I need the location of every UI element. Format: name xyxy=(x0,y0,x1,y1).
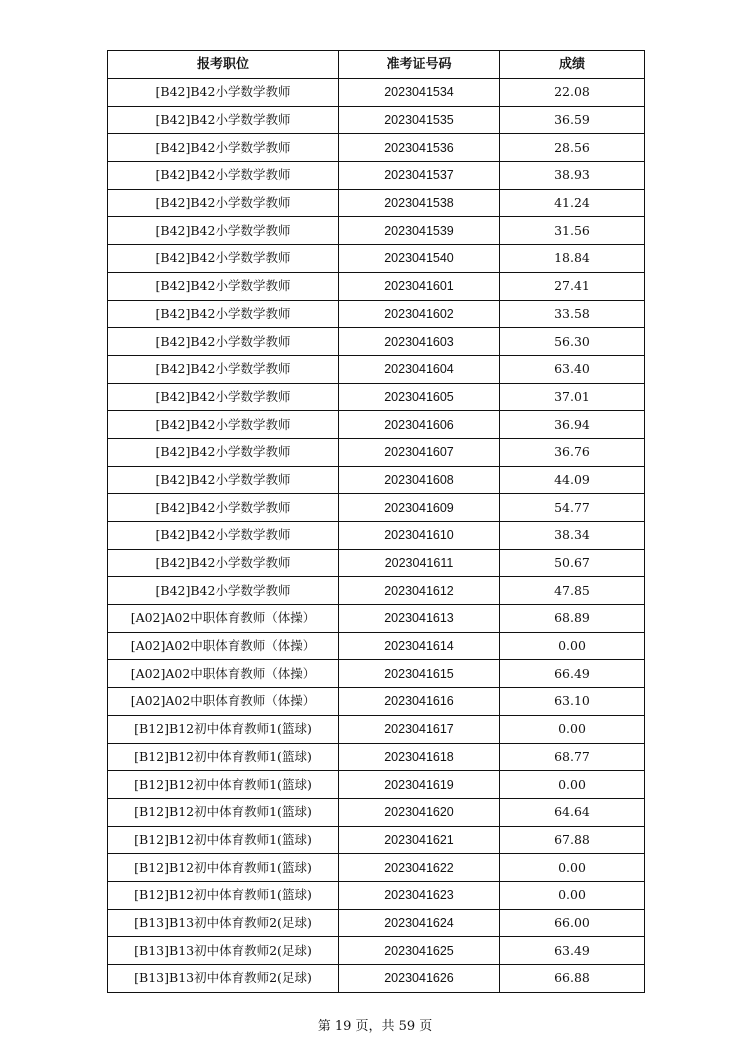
cell-score: 68.89 xyxy=(500,605,645,633)
table-row xyxy=(108,383,645,411)
cell-position: [B12]B12初中体育教师1(篮球) xyxy=(108,854,339,882)
cell-position: [B42]B42小学数学教师 xyxy=(108,494,339,522)
cell-position: [A02]A02中职体育教师（体操） xyxy=(108,688,339,716)
cell-ticket-number: 2023041540 xyxy=(339,245,500,273)
cell-ticket-number: 2023041534 xyxy=(339,79,500,107)
cell-position: [B12]B12初中体育教师1(篮球) xyxy=(108,798,339,826)
table-row xyxy=(108,549,645,577)
cell-score: 27.41 xyxy=(500,272,645,300)
cell-score: 63.10 xyxy=(500,688,645,716)
cell-position: [B13]B13初中体育教师2(足球) xyxy=(108,909,339,937)
cell-score: 54.77 xyxy=(500,494,645,522)
cell-ticket-number: 2023041606 xyxy=(339,411,500,439)
cell-position: [B42]B42小学数学教师 xyxy=(108,522,339,550)
cell-position: [B42]B42小学数学教师 xyxy=(108,272,339,300)
table-row xyxy=(108,909,645,937)
cell-position: [B42]B42小学数学教师 xyxy=(108,577,339,605)
cell-ticket-number: 2023041601 xyxy=(339,272,500,300)
header-position: 报考职位 xyxy=(108,51,339,79)
cell-score: 31.56 xyxy=(500,217,645,245)
table-row xyxy=(108,937,645,965)
cell-score: 36.59 xyxy=(500,106,645,134)
cell-position: [B42]B42小学数学教师 xyxy=(108,355,339,383)
cell-position: [A02]A02中职体育教师（体操） xyxy=(108,632,339,660)
cell-ticket-number: 2023041625 xyxy=(339,937,500,965)
table-row xyxy=(108,355,645,383)
table-row xyxy=(108,494,645,522)
cell-score: 22.08 xyxy=(500,79,645,107)
cell-position: [A02]A02中职体育教师（体操） xyxy=(108,605,339,633)
cell-score: 38.93 xyxy=(500,162,645,190)
header-score: 成绩 xyxy=(500,51,645,79)
cell-score: 64.64 xyxy=(500,798,645,826)
cell-ticket-number: 2023041609 xyxy=(339,494,500,522)
table-header-row xyxy=(108,51,645,79)
cell-score: 33.58 xyxy=(500,300,645,328)
cell-score: 68.77 xyxy=(500,743,645,771)
cell-position: [B42]B42小学数学教师 xyxy=(108,134,339,162)
table-row xyxy=(108,106,645,134)
cell-position: [B13]B13初中体育教师2(足球) xyxy=(108,965,339,993)
cell-score: 36.94 xyxy=(500,411,645,439)
cell-position: [B12]B12初中体育教师1(篮球) xyxy=(108,881,339,909)
cell-ticket-number: 2023041622 xyxy=(339,854,500,882)
table-row xyxy=(108,466,645,494)
cell-score: 38.34 xyxy=(500,522,645,550)
cell-position: [B42]B42小学数学教师 xyxy=(108,217,339,245)
table-row xyxy=(108,798,645,826)
table-row xyxy=(108,162,645,190)
cell-ticket-number: 2023041617 xyxy=(339,715,500,743)
table-row xyxy=(108,189,645,217)
table-row xyxy=(108,328,645,356)
cell-score: 44.09 xyxy=(500,466,645,494)
table-row xyxy=(108,522,645,550)
cell-position: [B12]B12初中体育教师1(篮球) xyxy=(108,771,339,799)
cell-ticket-number: 2023041612 xyxy=(339,577,500,605)
score-table xyxy=(107,50,645,993)
cell-position: [B42]B42小学数学教师 xyxy=(108,245,339,273)
table-row xyxy=(108,134,645,162)
cell-score: 56.30 xyxy=(500,328,645,356)
cell-position: [B42]B42小学数学教师 xyxy=(108,466,339,494)
cell-score: 41.24 xyxy=(500,189,645,217)
cell-ticket-number: 2023041624 xyxy=(339,909,500,937)
cell-ticket-number: 2023041607 xyxy=(339,438,500,466)
cell-score: 66.88 xyxy=(500,965,645,993)
table-row xyxy=(108,272,645,300)
cell-ticket-number: 2023041605 xyxy=(339,383,500,411)
cell-position: [B42]B42小学数学教师 xyxy=(108,549,339,577)
cell-score: 66.00 xyxy=(500,909,645,937)
cell-position: [B13]B13初中体育教师2(足球) xyxy=(108,937,339,965)
table-row xyxy=(108,632,645,660)
cell-position: [B42]B42小学数学教师 xyxy=(108,300,339,328)
cell-score: 67.88 xyxy=(500,826,645,854)
table-row xyxy=(108,411,645,439)
cell-position: [B42]B42小学数学教师 xyxy=(108,162,339,190)
cell-score: 0.00 xyxy=(500,881,645,909)
cell-score: 63.40 xyxy=(500,355,645,383)
page-footer: 第 19 页，共 59 页 xyxy=(317,1019,433,1034)
table-row xyxy=(108,79,645,107)
cell-score: 66.49 xyxy=(500,660,645,688)
cell-ticket-number: 2023041539 xyxy=(339,217,500,245)
cell-position: [B12]B12初中体育教师1(篮球) xyxy=(108,826,339,854)
table-row xyxy=(108,743,645,771)
cell-ticket-number: 2023041610 xyxy=(339,522,500,550)
cell-score: 63.49 xyxy=(500,937,645,965)
cell-position: [B42]B42小学数学教师 xyxy=(108,411,339,439)
cell-position: [B42]B42小学数学教师 xyxy=(108,79,339,107)
cell-ticket-number: 2023041535 xyxy=(339,106,500,134)
cell-position: [B42]B42小学数学教师 xyxy=(108,383,339,411)
cell-ticket-number: 2023041602 xyxy=(339,300,500,328)
header-ticket-number: 准考证号码 xyxy=(339,51,500,79)
cell-ticket-number: 2023041536 xyxy=(339,134,500,162)
table-row xyxy=(108,245,645,273)
table-row xyxy=(108,826,645,854)
cell-score: 0.00 xyxy=(500,715,645,743)
cell-score: 0.00 xyxy=(500,854,645,882)
cell-score: 0.00 xyxy=(500,632,645,660)
cell-position: [A02]A02中职体育教师（体操） xyxy=(108,660,339,688)
cell-ticket-number: 2023041621 xyxy=(339,826,500,854)
table-row xyxy=(108,771,645,799)
cell-ticket-number: 2023041604 xyxy=(339,355,500,383)
cell-ticket-number: 2023041614 xyxy=(339,632,500,660)
cell-ticket-number: 2023041611 xyxy=(339,549,500,577)
cell-ticket-number: 2023041618 xyxy=(339,743,500,771)
table-row xyxy=(108,438,645,466)
cell-score: 36.76 xyxy=(500,438,645,466)
table-row xyxy=(108,660,645,688)
table-row xyxy=(108,854,645,882)
table-row xyxy=(108,965,645,993)
cell-position: [B42]B42小学数学教师 xyxy=(108,328,339,356)
cell-ticket-number: 2023041537 xyxy=(339,162,500,190)
table-row xyxy=(108,715,645,743)
cell-position: [B12]B12初中体育教师1(篮球) xyxy=(108,715,339,743)
cell-score: 0.00 xyxy=(500,771,645,799)
table-row xyxy=(108,577,645,605)
cell-score: 50.67 xyxy=(500,549,645,577)
cell-position: [B42]B42小学数学教师 xyxy=(108,438,339,466)
cell-ticket-number: 2023041626 xyxy=(339,965,500,993)
cell-ticket-number: 2023041613 xyxy=(339,605,500,633)
cell-ticket-number: 2023041538 xyxy=(339,189,500,217)
table-row xyxy=(108,605,645,633)
cell-position: [B42]B42小学数学教师 xyxy=(108,189,339,217)
table-row xyxy=(108,881,645,909)
cell-ticket-number: 2023041603 xyxy=(339,328,500,356)
table-row xyxy=(108,300,645,328)
cell-position: [B12]B12初中体育教师1(篮球) xyxy=(108,743,339,771)
cell-score: 28.56 xyxy=(500,134,645,162)
table-body xyxy=(108,79,645,993)
cell-position: [B42]B42小学数学教师 xyxy=(108,106,339,134)
cell-ticket-number: 2023041615 xyxy=(339,660,500,688)
cell-score: 47.85 xyxy=(500,577,645,605)
cell-score: 18.84 xyxy=(500,245,645,273)
cell-ticket-number: 2023041616 xyxy=(339,688,500,716)
cell-ticket-number: 2023041608 xyxy=(339,466,500,494)
cell-ticket-number: 2023041623 xyxy=(339,881,500,909)
table-row xyxy=(108,217,645,245)
cell-score: 37.01 xyxy=(500,383,645,411)
table-row xyxy=(108,688,645,716)
cell-ticket-number: 2023041620 xyxy=(339,798,500,826)
cell-ticket-number: 2023041619 xyxy=(339,771,500,799)
